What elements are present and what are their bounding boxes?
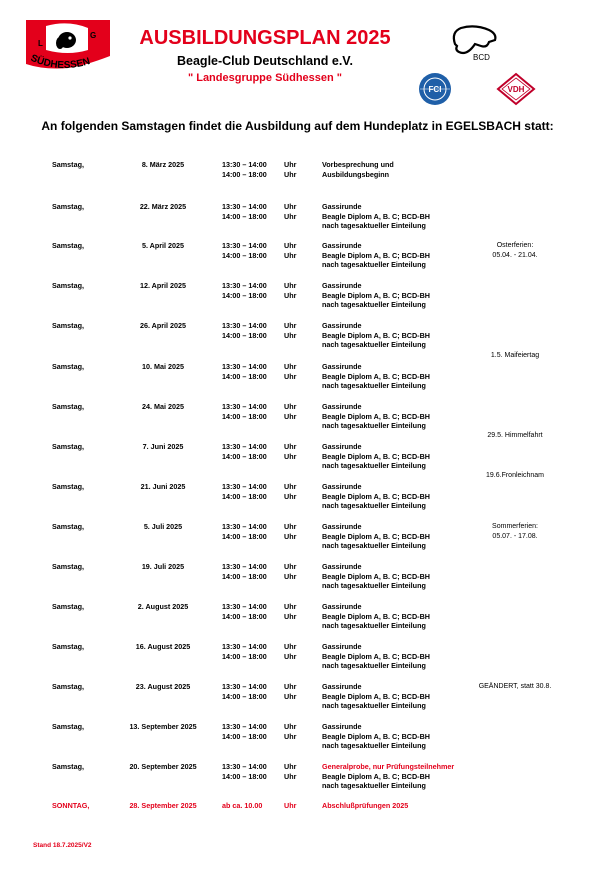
row-uhr: [284, 562, 296, 581]
row-description: [322, 762, 454, 791]
row-uhr: [284, 402, 296, 421]
row-time: 14:00 – 18:00: [222, 330, 267, 340]
row-note: [470, 241, 560, 260]
row-day: Samstag,: [52, 160, 84, 169]
row-description-line: nach tagesaktueller Einteilung: [322, 340, 426, 349]
row-uhr-label: Uhr: [284, 411, 297, 421]
row-time: 14:00 – 18:00: [222, 169, 267, 179]
row-times: [222, 202, 267, 221]
row-description-line: Gassirunde: [322, 722, 362, 731]
row-uhr: [284, 241, 296, 260]
row-time: 14:00 – 18:00: [222, 411, 267, 421]
note-fronleichnam: 19.6.Fronleichnam: [486, 472, 544, 479]
row-uhr-label: Uhr: [284, 442, 297, 451]
row-note-line: Osterferien:: [496, 242, 534, 249]
row-date: 5. Juli 2025: [143, 522, 183, 531]
row-uhr-label: Uhr: [284, 801, 297, 810]
row-uhr-label: Uhr: [284, 160, 297, 169]
row-uhr-label: Uhr: [284, 762, 297, 771]
row-description-line: Beagle Diplom A, B. C; BCD-BH: [322, 491, 430, 501]
row-description-line: Beagle Diplom A, B. C; BCD-BH: [322, 611, 430, 621]
row-description: [322, 642, 430, 671]
row-time: 14:00 – 18:00: [222, 211, 267, 221]
row-time: 13:30 – 14:00: [222, 642, 267, 651]
row-date: 13. September 2025: [129, 722, 197, 731]
row-date: 2. August 2025: [137, 602, 189, 611]
row-date: 22. März 2025: [139, 202, 187, 211]
row-description-line: Gassirunde: [322, 682, 362, 691]
row-day: Samstag,: [52, 362, 84, 371]
row-uhr-label: Uhr: [284, 522, 297, 531]
row-uhr: [284, 602, 296, 621]
row-description: [322, 402, 430, 431]
row-date: 16. August 2025: [135, 642, 191, 651]
row-day: Samstag,: [52, 482, 84, 491]
row-description-line: Ausbildungsbeginn: [322, 169, 390, 179]
intro-text: An folgenden Samstagen findet die Ausbildung auf dem Hundeplatz in EGELSBACH statt:: [41, 119, 554, 133]
row-day: Samstag,: [52, 442, 84, 451]
row-day: Samstag,: [52, 522, 84, 531]
row-time: 14:00 – 18:00: [222, 611, 267, 621]
row-description-line: nach tagesaktueller Einteilung: [322, 781, 426, 790]
row-description-line: Gassirunde: [322, 522, 362, 531]
row-description-line: Beagle Diplom A, B. C; BCD-BH: [322, 691, 430, 701]
row-note-line: Sommerferien:: [492, 523, 538, 530]
row-description: [322, 801, 408, 811]
row-date: 5. April 2025: [141, 241, 185, 250]
row-description: [322, 482, 430, 511]
row-uhr-label: Uhr: [284, 451, 297, 461]
row-description-line: nach tagesaktueller Einteilung: [322, 300, 426, 309]
row-description-line: Beagle Diplom A, B. C; BCD-BH: [322, 290, 430, 300]
row-times: [222, 321, 267, 340]
row-description-line: nach tagesaktueller Einteilung: [322, 501, 426, 510]
row-uhr: [284, 762, 296, 781]
row-uhr-label: Uhr: [284, 371, 297, 381]
row-description-line: nach tagesaktueller Einteilung: [322, 581, 426, 590]
row-uhr: [284, 321, 296, 340]
row-day: Samstag,: [52, 562, 84, 571]
logo-letter-l: L: [38, 39, 43, 48]
row-uhr-label: Uhr: [284, 290, 297, 300]
version-footer: Stand 18.7.2025/V2: [33, 842, 92, 849]
row-uhr-label: Uhr: [284, 202, 297, 211]
row-description-line: Gassirunde: [322, 402, 362, 411]
row-time: 13:30 – 14:00: [222, 602, 267, 611]
row-uhr-label: Uhr: [284, 241, 297, 250]
vdh-logo: [496, 72, 536, 106]
row-uhr-label: Uhr: [284, 362, 297, 371]
row-day: Samstag,: [52, 762, 84, 771]
row-time: 13:30 – 14:00: [222, 321, 267, 330]
row-date: 19. Juli 2025: [141, 562, 185, 571]
row-times: [222, 762, 267, 781]
row-description-line: Gassirunde: [322, 281, 362, 290]
row-time: 14:00 – 18:00: [222, 571, 267, 581]
row-description-line: Gassirunde: [322, 362, 362, 371]
club-name: Beagle-Club Deutschland e.V.: [177, 54, 353, 68]
row-description: [322, 522, 430, 551]
row-time: 13:30 – 14:00: [222, 241, 267, 250]
row-time: 13:30 – 14:00: [222, 762, 267, 771]
logo-left-text: SÜDHESSEN: [28, 52, 92, 72]
row-uhr: [284, 202, 296, 221]
row-description-line: Beagle Diplom A, B. C; BCD-BH: [322, 651, 430, 661]
row-description-line: Generalprobe, nur Prüfungsteilnehmer: [322, 762, 455, 771]
row-date: 20. September 2025: [129, 762, 197, 771]
row-uhr-label: Uhr: [284, 771, 297, 781]
row-uhr: [284, 362, 296, 381]
row-uhr-label: Uhr: [284, 602, 297, 611]
row-description-line: nach tagesaktueller Einteilung: [322, 461, 426, 470]
row-date: 7. Juni 2025: [142, 442, 184, 451]
note-maifeiertag: 1.5. Maifeiertag: [490, 352, 540, 359]
row-uhr: [284, 160, 296, 179]
logo-letter-g: G: [90, 31, 97, 40]
row-description-line: Gassirunde: [322, 482, 362, 491]
row-time: 13:30 – 14:00: [222, 562, 267, 571]
row-description-line: nach tagesaktueller Einteilung: [322, 621, 426, 630]
row-time: 13:30 – 14:00: [222, 442, 267, 451]
row-description-line: nach tagesaktueller Einteilung: [322, 701, 426, 710]
row-uhr-label: Uhr: [284, 642, 297, 651]
row-time: 13:30 – 14:00: [222, 522, 267, 531]
row-time: 13:30 – 14:00: [222, 482, 267, 491]
row-uhr-label: Uhr: [284, 722, 297, 731]
row-time: 13:30 – 14:00: [222, 722, 267, 731]
row-date: 8. März 2025: [141, 160, 185, 169]
row-description-line: nach tagesaktueller Einteilung: [322, 421, 426, 430]
row-uhr: [284, 682, 296, 701]
row-times: [222, 402, 267, 421]
row-times: [222, 801, 262, 811]
row-time: 14:00 – 18:00: [222, 451, 267, 461]
row-times: [222, 160, 267, 179]
row-uhr-label: Uhr: [284, 562, 297, 571]
row-uhr-label: Uhr: [284, 651, 297, 661]
row-times: [222, 602, 267, 621]
row-description-line: Gassirunde: [322, 642, 362, 651]
page-title: AUSBILDUNGSPLAN 2025: [139, 27, 391, 49]
row-uhr: [284, 281, 296, 300]
row-day: Samstag,: [52, 722, 84, 731]
row-uhr: [284, 722, 296, 741]
row-description-line: Gassirunde: [322, 321, 362, 330]
row-uhr: [284, 522, 296, 541]
row-time: 13:30 – 14:00: [222, 160, 267, 169]
row-description-line: nach tagesaktueller Einteilung: [322, 381, 426, 390]
row-uhr: [284, 642, 296, 661]
row-day: Samstag,: [52, 281, 84, 290]
vdh-logo-text: VDH: [507, 85, 525, 94]
row-description: [322, 202, 430, 231]
row-description-line: Beagle Diplom A, B. C; BCD-BH: [322, 330, 430, 340]
note-himmelfahrt: 29.5. Himmelfahrt: [487, 432, 543, 439]
row-note: [470, 682, 560, 692]
row-description-line: Beagle Diplom A, B. C; BCD-BH: [322, 250, 430, 260]
bcd-logo: [445, 22, 505, 64]
row-times: [222, 442, 267, 461]
row-time: 14:00 – 18:00: [222, 371, 267, 381]
row-description-line: Beagle Diplom A, B. C; BCD-BH: [322, 451, 430, 461]
row-description: [322, 241, 430, 270]
row-description: [322, 602, 430, 631]
row-time: 14:00 – 18:00: [222, 290, 267, 300]
row-description-line: Beagle Diplom A, B. C; BCD-BH: [322, 371, 430, 381]
row-description-line: Beagle Diplom A, B. C; BCD-BH: [322, 731, 430, 741]
row-description-line: Beagle Diplom A, B. C; BCD-BH: [322, 411, 430, 421]
row-time: 14:00 – 18:00: [222, 651, 267, 661]
row-date: 23. August 2025: [135, 682, 191, 691]
row-date: 12. April 2025: [139, 281, 187, 290]
row-uhr-label: Uhr: [284, 682, 297, 691]
row-description-line: nach tagesaktueller Einteilung: [322, 541, 426, 550]
row-description: [322, 442, 430, 471]
row-uhr: [284, 442, 296, 461]
row-time: 13:30 – 14:00: [222, 202, 267, 211]
row-times: [222, 642, 267, 661]
group-name: " Landesgruppe Südhessen ": [187, 72, 343, 84]
row-time: 14:00 – 18:00: [222, 250, 267, 260]
landesgruppe-logo: [24, 16, 112, 76]
row-date: 26. April 2025: [139, 321, 187, 330]
row-day: Samstag,: [52, 642, 84, 651]
row-date: 21. Juni 2025: [140, 482, 186, 491]
row-time: 14:00 – 18:00: [222, 491, 267, 501]
row-day: Samstag,: [52, 682, 84, 691]
row-date: 28. September 2025: [129, 801, 197, 810]
row-day: Samstag,: [52, 202, 84, 211]
row-note-line: GEÄNDERT, statt 30.8.: [478, 683, 552, 690]
row-times: [222, 522, 267, 541]
row-time: 13:30 – 14:00: [222, 402, 267, 411]
row-time: 13:30 – 14:00: [222, 281, 267, 290]
row-times: [222, 241, 267, 260]
row-description: [322, 362, 430, 391]
row-description-line: nach tagesaktueller Einteilung: [322, 741, 426, 750]
row-time: 14:00 – 18:00: [222, 691, 267, 701]
row-description: [322, 722, 430, 751]
fci-logo: [417, 71, 453, 107]
row-time: 13:30 – 14:00: [222, 682, 267, 691]
row-description: [322, 682, 430, 711]
row-note: [470, 522, 560, 541]
row-uhr-label: Uhr: [284, 250, 297, 260]
row-times: [222, 562, 267, 581]
row-uhr-label: Uhr: [284, 731, 297, 741]
row-description-line: Abschlußprüfungen 2025: [322, 801, 409, 810]
row-times: [222, 362, 267, 381]
row-uhr-label: Uhr: [284, 531, 297, 541]
row-uhr-label: Uhr: [284, 330, 297, 340]
row-uhr-label: Uhr: [284, 491, 297, 501]
row-day: Samstag,: [52, 402, 84, 411]
row-description-line: Beagle Diplom A, B. C; BCD-BH: [322, 571, 430, 581]
row-description: [322, 321, 430, 350]
row-note-line: 05.04. - 21.04.: [492, 251, 538, 259]
row-uhr-label: Uhr: [284, 211, 297, 221]
row-description-line: Beagle Diplom A, B. C; BCD-BH: [322, 531, 430, 541]
row-description-line: nach tagesaktueller Einteilung: [322, 221, 426, 230]
row-description-line: Beagle Diplom A, B. C; BCD-BH: [322, 771, 430, 781]
row-uhr-label: Uhr: [284, 402, 297, 411]
row-description-line: Gassirunde: [322, 602, 362, 611]
row-uhr-label: Uhr: [284, 169, 297, 179]
row-uhr-label: Uhr: [284, 321, 297, 330]
row-day: Samstag,: [52, 241, 84, 250]
row-time: 14:00 – 18:00: [222, 731, 267, 741]
bcd-logo-text: BCD: [473, 53, 490, 62]
row-description: [322, 160, 394, 179]
row-note-line: 05.07. - 17.08.: [492, 532, 538, 540]
row-uhr-label: Uhr: [284, 571, 297, 581]
row-date: 10. Mai 2025: [142, 362, 184, 371]
row-time: 14:00 – 18:00: [222, 531, 267, 541]
row-uhr-label: Uhr: [284, 482, 297, 491]
row-description-line: Gassirunde: [322, 442, 362, 451]
row-description-line: Gassirunde: [322, 241, 362, 250]
row-uhr: [284, 801, 296, 811]
row-day: Samstag,: [52, 602, 84, 611]
row-time: 13:30 – 14:00: [222, 362, 267, 371]
row-uhr: [284, 482, 296, 501]
row-time: ab ca. 10.00: [222, 801, 263, 810]
fci-logo-text: FCI: [428, 85, 442, 94]
row-times: [222, 682, 267, 701]
row-description-line: Gassirunde: [322, 562, 362, 571]
row-day: Samstag,: [52, 321, 84, 330]
row-description-line: nach tagesaktueller Einteilung: [322, 260, 426, 269]
row-uhr-label: Uhr: [284, 691, 297, 701]
row-uhr-label: Uhr: [284, 611, 297, 621]
row-date: 24. Mai 2025: [142, 402, 184, 411]
row-times: [222, 281, 267, 300]
row-times: [222, 482, 267, 501]
row-description: [322, 562, 430, 591]
row-times: [222, 722, 267, 741]
row-time: 14:00 – 18:00: [222, 771, 267, 781]
row-description-line: Vorbesprechung und: [322, 160, 394, 169]
row-day: SONNTAG,: [52, 801, 90, 810]
row-uhr-label: Uhr: [284, 281, 297, 290]
row-description-line: nach tagesaktueller Einteilung: [322, 661, 426, 670]
row-description-line: Gassirunde: [322, 202, 362, 211]
row-description-line: Beagle Diplom A, B. C; BCD-BH: [322, 211, 430, 221]
row-description: [322, 281, 430, 310]
